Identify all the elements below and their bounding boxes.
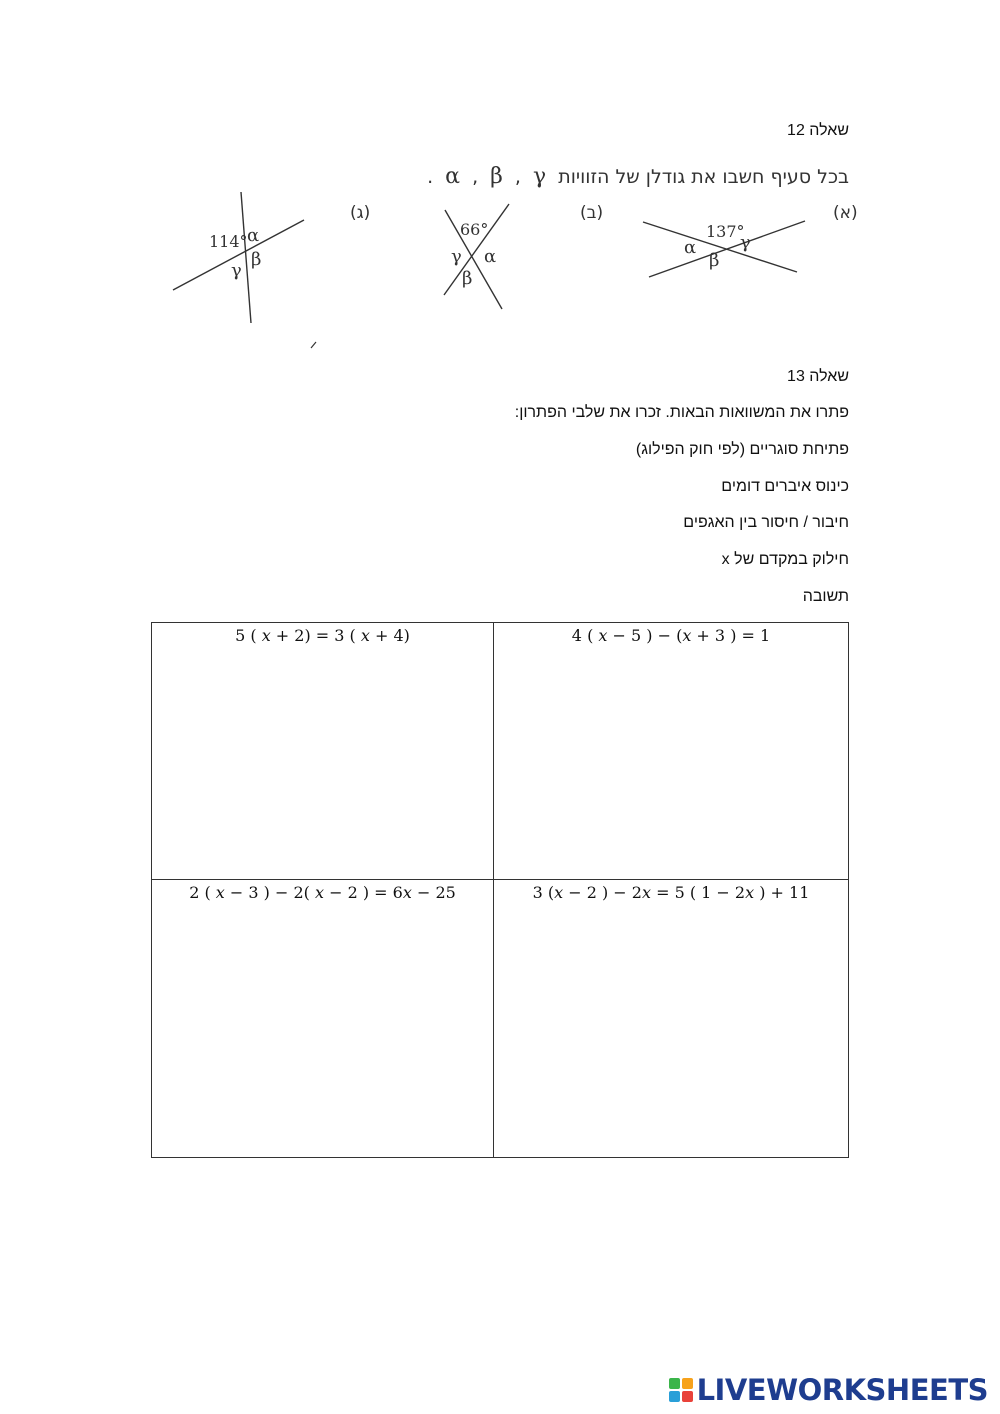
figure-c-line-1 — [241, 192, 251, 323]
figure-c-given-angle: 114° — [209, 232, 248, 251]
figure-c-label: (ג) — [350, 203, 371, 223]
figure-a-gamma: γ — [740, 232, 751, 253]
figure-a — [643, 203, 858, 277]
question-13-instruction: פתרו את המשוואות הבאות. זכרו את שלבי הפתרון: — [514, 404, 849, 421]
step-divide-coefficient: חילוק במקדם של x — [721, 551, 849, 568]
answer-cell-4[interactable] — [494, 880, 849, 1158]
question-13-title: שאלה 13 — [787, 368, 849, 385]
figure-c — [173, 192, 370, 323]
answer-cell-3[interactable] — [152, 880, 494, 1158]
logo-mark-icon — [669, 1378, 693, 1402]
stray-mark — [311, 342, 316, 348]
equations-table — [151, 622, 849, 1158]
step-combine-like-terms: כינוס איברים דומים — [721, 478, 849, 495]
step-distribute: פתיחת סוגריים (לפי חוק הפילוג) — [635, 441, 849, 458]
logo-text: LIVEWORKSHEETS — [696, 1373, 988, 1407]
angle-gamma: γ — [533, 164, 547, 189]
logo-square-2 — [682, 1378, 693, 1389]
equation-1: 5 ( 𝑥 + 2) = 3 ( 𝑥 + 4) — [235, 626, 410, 645]
figure-a-given-angle: 137° — [706, 222, 745, 241]
angle-alpha: α — [445, 164, 461, 189]
answer-cell-1[interactable] — [152, 623, 494, 880]
equation-2: 4 ( 𝑥 − 5 ) − (𝑥 + 3 ) = 1 — [571, 626, 771, 645]
figure-b-gamma: γ — [451, 246, 462, 267]
figure-b-alpha: α — [484, 246, 497, 267]
figure-c-gamma: γ — [231, 260, 242, 281]
question-12-title: שאלה 12 — [787, 122, 849, 139]
answer-cell-2[interactable] — [494, 623, 849, 880]
figure-b-given-angle: 66° — [460, 220, 489, 239]
figure-b-beta: β — [462, 268, 473, 289]
angle-figures — [0, 185, 1000, 360]
logo-square-1 — [669, 1378, 680, 1389]
figure-a-beta: β — [709, 250, 720, 271]
question-12-instruction: בכל סעיף חשבו את גודלן של הזוויות α , β , γ . — [427, 164, 849, 189]
equation-3: 2 ( 𝑥 − 3 ) − 2( 𝑥 − 2 ) = 6𝑥 − 25 — [189, 883, 456, 902]
answer-label: תשובה — [802, 588, 849, 605]
logo-square-4 — [682, 1391, 693, 1402]
figure-b — [444, 203, 603, 309]
figure-a-label: (א) — [833, 203, 858, 223]
figure-c-alpha: α — [247, 225, 260, 246]
instruction-text: בכל סעיף חשבו את גודלן של הזוויות — [558, 166, 849, 188]
step-add-subtract-sides: חיבור / חיסור בין האגפים — [683, 514, 849, 531]
figure-c-beta: β — [251, 249, 262, 270]
figure-b-label: (ב) — [580, 203, 604, 223]
liveworksheets-logo[interactable] — [669, 1374, 988, 1406]
equation-4: 3 (𝑥 − 2 ) − 2𝑥 = 5 ( 1 − 2𝑥 ) + 11 — [532, 883, 810, 902]
figure-a-alpha: α — [684, 237, 697, 258]
angle-beta: β — [490, 164, 503, 189]
logo-square-3 — [669, 1391, 680, 1402]
